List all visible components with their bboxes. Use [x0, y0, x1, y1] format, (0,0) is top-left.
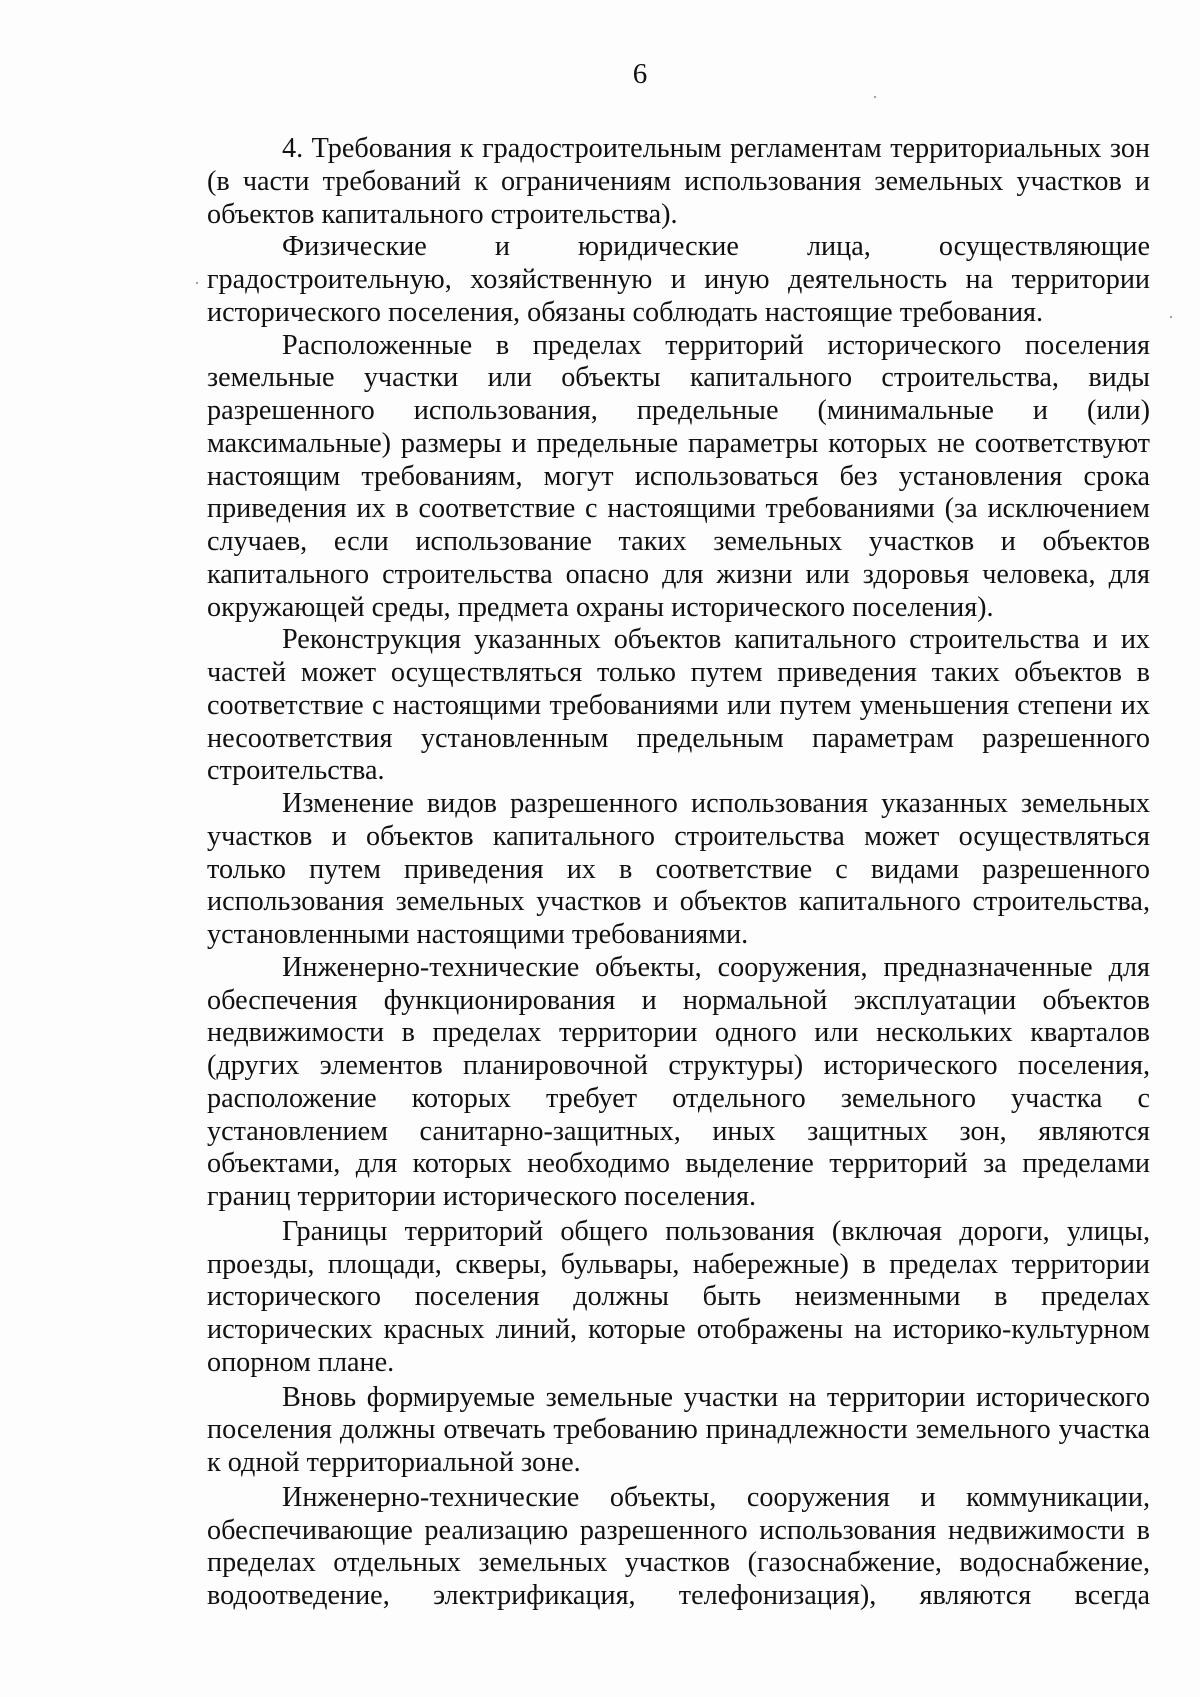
paragraph-new-plots: Вновь формируемые земельные участки на территории исторического поселения должны отвечать требованию принадлежности земельного участка к одной территориальной зоне.	[207, 1381, 1150, 1478]
paragraph-persons-obligations: Физические и юридические лица, осуществляющие градостроительную, хозяйственную и иную деятельность на территории исторического поселения, обязаны соблюдать настоящие требования.	[207, 231, 1150, 328]
scan-speck	[1170, 316, 1172, 318]
document-body	[207, 133, 1150, 1613]
paragraph-engineering-objects: Инженерно-технические объекты, сооружения, предназначенные для обеспечения функционирования и нормальной эксплуатации объектов недвижимости в пределах территории одного или нескольких кварталов (других элементов планировочной структуры) исторического поселения, расположение которых требует отдельного земельного участка с установлением санитарно-защитных, иных защитных зон, являются объектами, для которых необходимо выделение территорий за пределами границ территории исторического поселения.	[207, 951, 1150, 1212]
paragraph-utilities: Инженерно-технические объекты, сооружения и коммуникации, обеспечивающие реализацию разрешенного использования недвижимости в пределах отдельных земельных участков (газоснабжение, водоснабжение, водоотведение, электрификация, телефонизация), являются всегда	[207, 1481, 1150, 1611]
paragraph-reconstruction: Реконструкция указанных объектов капитального строительства и их частей может осуществляться только путем приведения таких объектов в соответствие с настоящими требованиями или путем уменьшения степени их несоответствия установленным предельным параметрам разрешенного строительства.	[207, 624, 1150, 787]
paragraph-requirements-heading: 4. Требования к градостроительным регламентам территориальных зон (в части требований к ограничениям использования земельных участков и объектов капитального строительства).	[207, 133, 1150, 230]
scan-speck	[196, 282, 198, 284]
page-number: 6	[632, 58, 648, 90]
scan-speck	[874, 96, 876, 98]
paragraph-nonconforming-plots: Расположенные в пределах территорий исторического поселения земельные участки или объекты капитального строительства, виды разрешенного использования, предельные (минимальные и (или) максимальные) размеры и предельные параметры которых не соответствуют настоящим требованиям, могут использоваться без установления срока приведения их в соответствие с настоящими требованиями (за исключением случаев, если использование таких земельных участков и объектов капитального строительства опасно для жизни или здоровья человека, для окружающей среды, предмета охраны исторического поселения).	[207, 329, 1150, 623]
paragraph-public-territory-borders: Границы территорий общего пользования (включая дороги, улицы, проезды, площади, скверы, бульвары, набережные) в пределах территории исторического поселения должны быть неизменными в пределах исторических красных линий, которые отображены на историко-культурном опорном плане.	[207, 1215, 1150, 1378]
paragraph-change-of-use: Изменение видов разрешенного использования указанных земельных участков и объектов капитального строительства может осуществляться только путем приведения их в соответствие с видами разрешенного использования земельных участков и объектов капитального строительства, установленными настоящими требованиями.	[207, 788, 1150, 950]
